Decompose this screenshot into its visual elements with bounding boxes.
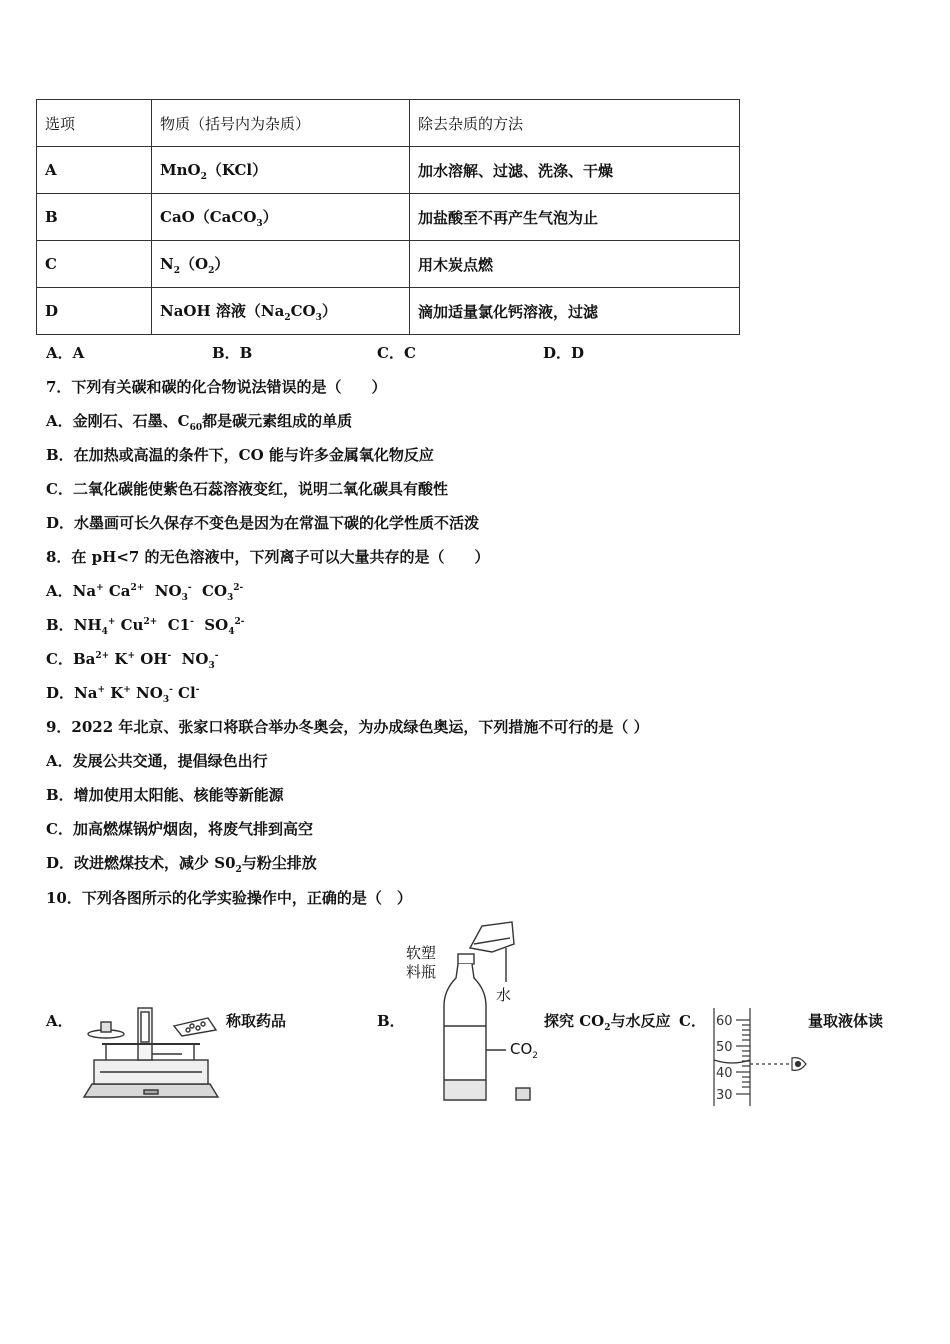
q8-option-d: D．Na+ K+ $NO_3^-$ Cl- [46,684,200,705]
q9-option-b: B．增加使用太阳能、核能等新能源 [46,786,284,804]
table-row [37,194,740,241]
cell-method: 用木炭点燃 [410,241,740,288]
bottle-figure [440,918,540,1106]
cell-substance: $N_2(O_2)$ [152,241,410,288]
q7-option-a: A．金刚石、石墨、$C_{60}$都是碳元素组成的单质 [46,412,353,433]
q7-stem: 7．下列有关碳和碳的化合物说法错误的是（ ） [46,378,387,396]
q6-answer-c: C．C [377,344,416,362]
cylinder-figure [712,1008,812,1108]
cell-method: 加盐酸至不再产生气泡为止 [410,194,740,241]
cell-method: 滴加适量氯化钙溶液，过滤 [410,288,740,335]
cell-option: A [37,147,152,194]
q8-option-b: B．$NH_4^+$ $Cu^{2+}$ C1- $SO_4^{2-}$ [46,616,245,637]
q10-option-c-caption: 量取液体读 [808,1012,884,1030]
q6-answer-b: B．B [212,344,253,362]
q9-option-c: C．加高燃煤锅炉烟囱，将废气排到高空 [46,820,313,838]
q10-option-a-label: A． [46,1012,73,1030]
water-label: 水 [496,986,512,1004]
header-substance: 物质（括号内为杂质） [152,100,410,147]
q7-option-b: B．在加热或高温的条件下，CO 能与许多金属氧化物反应 [46,446,434,464]
co2-label: $CO_2$ [510,1040,539,1061]
cylinder-tick-30: 30 [716,1088,733,1103]
cell-option: B [37,194,152,241]
q10-option-b-caption: 探究 $CO_2$与水反应 [544,1012,671,1033]
cell-substance: MnO$_2$（KCl） [152,147,410,194]
q8-option-a: A．Na+ $Ca^{2+}$ $NO_3^-$ $CO_3^{2-}$ [46,582,244,603]
q8-option-c: C．$Ba^{2+}$ K+ OH- $NO_3^-$ [46,650,219,671]
cylinder-tick-50: 50 [716,1040,733,1055]
q6-answer-d: D．D [543,344,585,362]
q7-option-c: C．二氧化碳能使紫色石蕊溶液变红，说明二氧化碳具有酸性 [46,480,448,498]
bottle-label-line-2: 料瓶 [406,963,437,981]
q10-option-c-label: C． [679,1012,706,1030]
bottle-label-line-1: 软塑 [406,944,437,962]
header-option: 选项 [37,100,152,147]
cell-option: C [37,241,152,288]
table-row [37,288,740,335]
cylinder-tick-60: 60 [716,1014,733,1029]
q9-option-a: A．发展公共交通，提倡绿色出行 [46,752,268,770]
cell-method: 加水溶解、过滤、洗涤、干燥 [410,147,740,194]
bottle-label [406,944,436,982]
q10-stem: 10．下列各图所示的化学实验操作中，正确的是（ ） [46,889,412,907]
q9-option-d: D．改进燃煤技术，减少 $S0_2$与粉尘排放 [46,854,317,875]
q10-option-b-label: B． [377,1012,405,1030]
table-header-row [37,100,740,147]
table-row [37,241,740,288]
q7-option-d: D．水墨画可长久保存不变色是因为在常温下碳的化学性质不活泼 [46,514,480,532]
cell-substance: NaOH 溶液$(Na_2CO_3)$ [152,288,410,335]
q10-option-a-caption: 称取药品 [226,1012,287,1030]
balance-figure [82,1004,222,1098]
q8-stem: 8．在 pH<7 的无色溶液中，下列离子可以大量共存的是（ ） [46,548,490,566]
q9-stem: 9．2022 年北京、张家口将联合举办冬奥会，为办成绿色奥运，下列措施不可行的是（ ） [46,718,649,736]
cell-option: D [37,288,152,335]
option-table [36,99,740,335]
header-method: 除去杂质的方法 [410,100,740,147]
table-row [37,147,740,194]
q6-answer-a: A．A [46,344,85,362]
cell-substance: CaO（CaCO$_3$） [152,194,410,241]
cylinder-tick-40: 40 [716,1066,733,1081]
